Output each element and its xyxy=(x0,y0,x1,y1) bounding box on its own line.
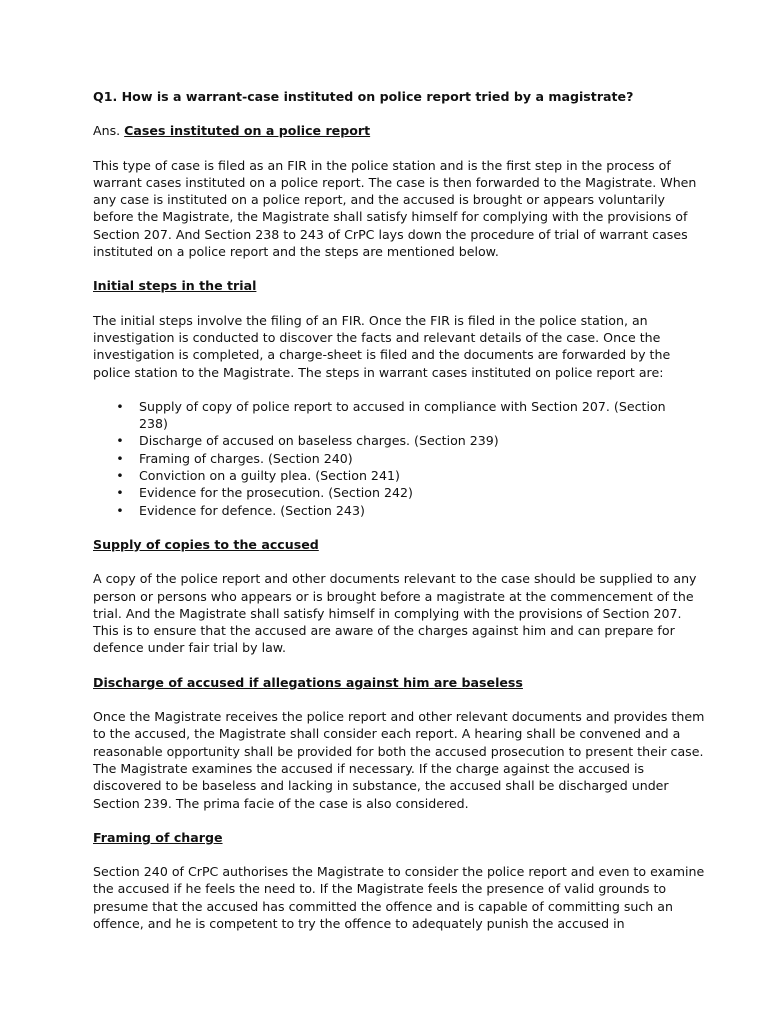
list-item-text: Supply of copy of police report to accused in compliance with Section 207. (Section 238) xyxy=(139,398,666,432)
section-paragraph-supply-of-copies: A copy of the police report and other documents relevant to the case should be supplied to any person or persons who appears or is brought before a magistrate at the commencement of the trial. And the Magistrate shall satisfy himself in complying with the provisions of Section 207. This is to ensure that the accused are aware of the charges against him and can prepare for defence under fair trial by law. xyxy=(93,571,697,656)
list-item-text: Discharge of accused on baseless charges. (Section 239) xyxy=(139,433,499,449)
spacer xyxy=(93,657,708,674)
section-heading-discharge: Discharge of accused if allegations against him are baseless xyxy=(93,674,523,690)
section-heading-supply-of-copies: Supply of copies to the accused xyxy=(93,536,319,552)
bullet-icon: • xyxy=(116,468,124,484)
spacer xyxy=(93,260,708,277)
question-heading: Q1. How is a warrant-case instituted on police report tried by a magistrate? xyxy=(93,89,634,104)
list-item-text: Conviction on a guilty plea. (Section 241) xyxy=(139,468,400,484)
answer-prefix: Ans. xyxy=(93,123,125,139)
section-heading-framing-of-charge: Framing of charge xyxy=(93,829,223,845)
bullet-icon: • xyxy=(116,485,124,501)
intro-paragraph: This type of case is filed as an FIR in the police station and is the first step in the process of warrant cases instituted on a police report. The case is then forwarded to the Magistrate. When any case is instituted on a police report, and the accused is brought or appears voluntarily before the Magistrate, the Magistrate shall satisfy himself for complying with the provisions of Section 207. And Section 238 to 243 of CrPC lays down the procedure of trial of warrant cases instituted on a police report and the steps are mentioned below. xyxy=(93,157,697,260)
answer-line xyxy=(93,122,708,139)
section-paragraph-framing-of-charge: Section 240 of CrPC authorises the Magistrate to consider the police report and even to examine the accused if he feels the need to. If the Magistrate feels the presence of valid grounds to presume that the accused has committed the offence and is capable of committing such an offence, and he is competent to try the offence to adequately punish the accused in xyxy=(93,864,705,931)
section-paragraph-initial-steps: The initial steps involve the filing of an FIR. Once the FIR is filed in the police station, an investigation is conducted to discover the facts and relevant details of the case. Once the investigation is completed, a charge-sheet is filed and the documents are forwarded by the police station to the Magistrate. The steps in warrant cases instituted on police report are: xyxy=(93,312,671,380)
section-heading-initial-steps: Initial steps in the trial xyxy=(93,278,257,294)
spacer xyxy=(93,812,708,829)
steps-list xyxy=(93,398,708,519)
bullet-icon: • xyxy=(116,502,124,518)
bullet-icon: • xyxy=(116,433,124,449)
list-item xyxy=(116,450,708,467)
spacer xyxy=(93,519,708,536)
list-item xyxy=(116,467,708,484)
bullet-icon: • xyxy=(116,398,124,414)
list-item-text: Evidence for defence. (Section 243) xyxy=(139,502,365,518)
list-item xyxy=(116,484,708,501)
bullet-icon: • xyxy=(116,450,124,466)
spacer xyxy=(93,140,708,157)
list-item xyxy=(116,398,708,433)
spacer xyxy=(93,691,708,708)
list-item xyxy=(116,502,708,519)
spacer xyxy=(93,105,708,122)
answer-heading: Cases instituted on a police report xyxy=(124,123,371,139)
list-item-text: Evidence for the prosecution. (Section 242) xyxy=(139,485,413,501)
list-item xyxy=(116,432,708,449)
spacer xyxy=(93,381,708,398)
spacer xyxy=(93,295,708,312)
spacer xyxy=(93,553,708,570)
section-paragraph-discharge: Once the Magistrate receives the police report and other relevant documents and provides them to the accused, the Magistrate shall consider each report. A hearing shall be convened and a reasonable opportunity shall be provided for both the accused prosecution to present their case. The Magistrate examines the accused if necessary. If the charge against the accused is discovered to be baseless and lacking in substance, the accused shall be discharged under Section 239. The prima facie of the case is also considered. xyxy=(93,709,705,811)
spacer xyxy=(93,846,708,863)
list-item-text: Framing of charges. (Section 240) xyxy=(139,450,353,466)
